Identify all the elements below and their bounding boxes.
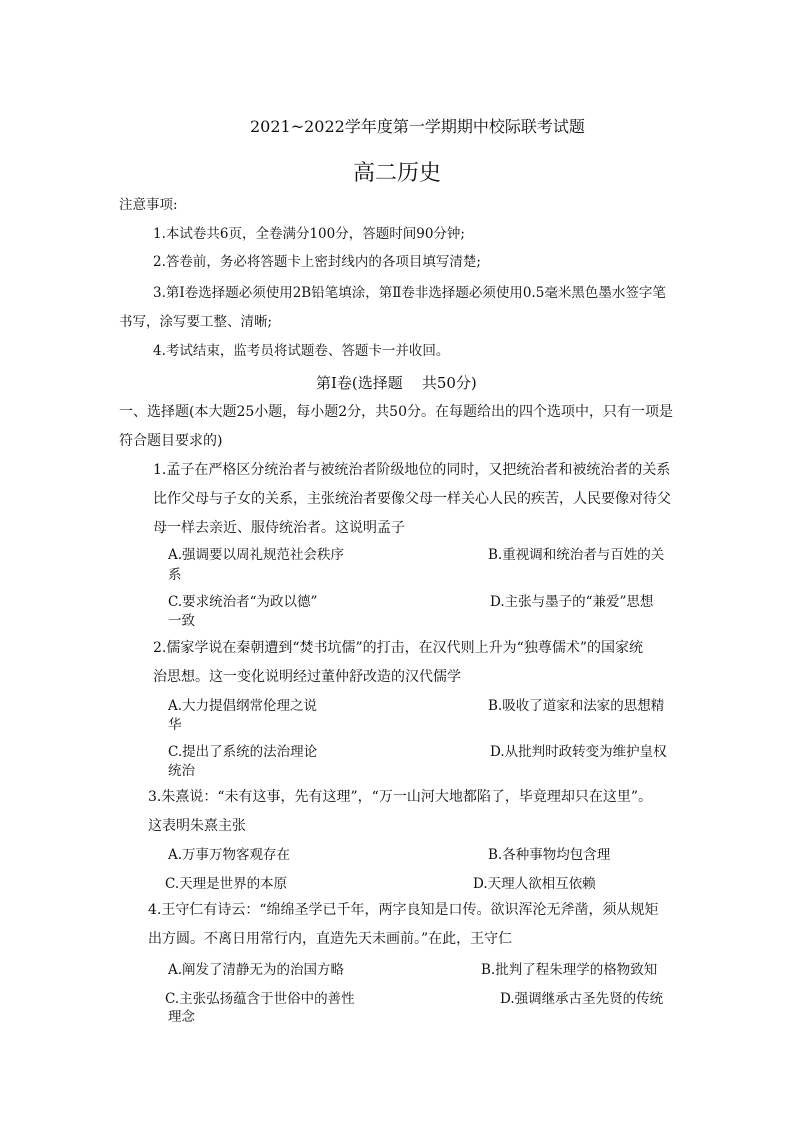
q1-stem-line-2: 比作父母与子女的关系，主张统治者要像父母一样关心人民的疾苦，人民要像对待父 xyxy=(153,491,671,507)
q1-option-d-wrap: 一致 xyxy=(168,613,195,629)
q4-option-a: A.阐发了清静无为的治国方略 xyxy=(168,962,345,978)
q1-stem-line-3: 母一样去亲近、服侍统治者。这说明孟子 xyxy=(153,520,405,536)
part1-heading: 第Ⅰ卷(选择题 共50分) xyxy=(316,374,477,392)
q3-option-a: A.万事万物客观存在 xyxy=(168,847,291,863)
q1-option-b-wrap: 系 xyxy=(168,567,182,583)
q4-option-d-wrap: 理念 xyxy=(168,1009,195,1025)
q2-option-d: D.从批判时政转变为维护皇权 xyxy=(490,744,667,760)
q1-option-c: C.要求统治者“为政以德” xyxy=(168,594,318,610)
part1-instruction-2: 符合题目要求的) xyxy=(119,433,223,449)
q4-stem-line-1: 4.王守仁有诗云：“绵绵圣学已千年，两字良知是口传。欲识浑沦无斧凿，须从规矩 xyxy=(148,902,659,918)
q2-option-c: C.提出了系统的法治理论 xyxy=(168,744,318,760)
q4-option-d: D.强调继承古圣先贤的传统 xyxy=(500,991,664,1007)
q3-option-b: B.各种事物均包含理 xyxy=(488,847,611,863)
q3-stem-line-1: 3.朱熹说：“未有这事，先有这理”，“万一山河大地都陷了，毕竟理却只在这里”。 xyxy=(148,789,652,805)
q2-stem-line-1: 2.儒家学说在秦朝遭到“焚书坑儒”的打击，在汉代则上升为“独尊儒术”的国家统 xyxy=(153,640,643,656)
q2-stem-line-2: 治思想。这一变化说明经过董仲舒改造的汉代儒学 xyxy=(153,669,461,685)
q3-stem-line-2: 这表明朱熹主张 xyxy=(148,818,246,834)
notice-item-4: 4.考试结束，监考员将试题卷、答题卡一并收回。 xyxy=(153,343,450,359)
q4-stem-line-2: 出方圆。不离日用常行内，直造先天未画前。”在此，王守仁 xyxy=(148,931,513,947)
notice-item-1: 1.本试卷共6页，全卷满分100分，答题时间90分钟; xyxy=(153,226,465,242)
q2-option-b-wrap: 华 xyxy=(168,717,182,733)
exam-title: 2021~2022学年度第一学期期中校际联考试题 xyxy=(250,117,585,136)
q3-option-c: C.天理是世界的本原 xyxy=(165,876,288,892)
q1-stem-line-1: 1.孟子在严格区分统治者与被统治者阶级地位的同时，又把统治者和被统治者的关系 xyxy=(153,462,671,478)
q4-option-b: B.批判了程朱理学的格物致知 xyxy=(481,962,658,978)
subject-title: 高二历史 xyxy=(353,161,442,186)
q1-option-d: D.主张与墨子的“兼爱”思想 xyxy=(490,594,654,610)
q1-option-a: A.强调要以周礼规范社会秩序 xyxy=(168,547,345,563)
q3-option-d: D.天理人欲相互依赖 xyxy=(473,876,596,892)
notice-heading: 注意事项: xyxy=(119,197,178,213)
q4-option-c: C.主张弘扬蕴含于世俗中的善性 xyxy=(165,991,355,1007)
part1-instruction-1: 一、选择题(本大题25小题，每小题2分，共50分。在每题给出的四个选项中，只有一项是 xyxy=(119,404,673,420)
q1-option-b: B.重视调和统治者与百姓的关 xyxy=(488,547,665,563)
notice-item-2: 2.答卷前，务必将答题卡上密封线内的各项目填写清楚; xyxy=(153,254,481,270)
q2-option-d-wrap: 统治 xyxy=(168,763,195,779)
notice-item-3-cont: 书写，涂写要工整、清晰; xyxy=(119,314,273,330)
q2-option-b: B.吸收了道家和法家的思想精 xyxy=(488,698,665,714)
notice-item-3: 3.第Ⅰ卷选择题必须使用2B铅笔填涂，第Ⅱ卷非选择题必须使用0.5毫米黑色墨水签字笔 xyxy=(153,285,666,301)
q2-option-a: A.大力提倡纲常伦理之说 xyxy=(168,698,318,714)
